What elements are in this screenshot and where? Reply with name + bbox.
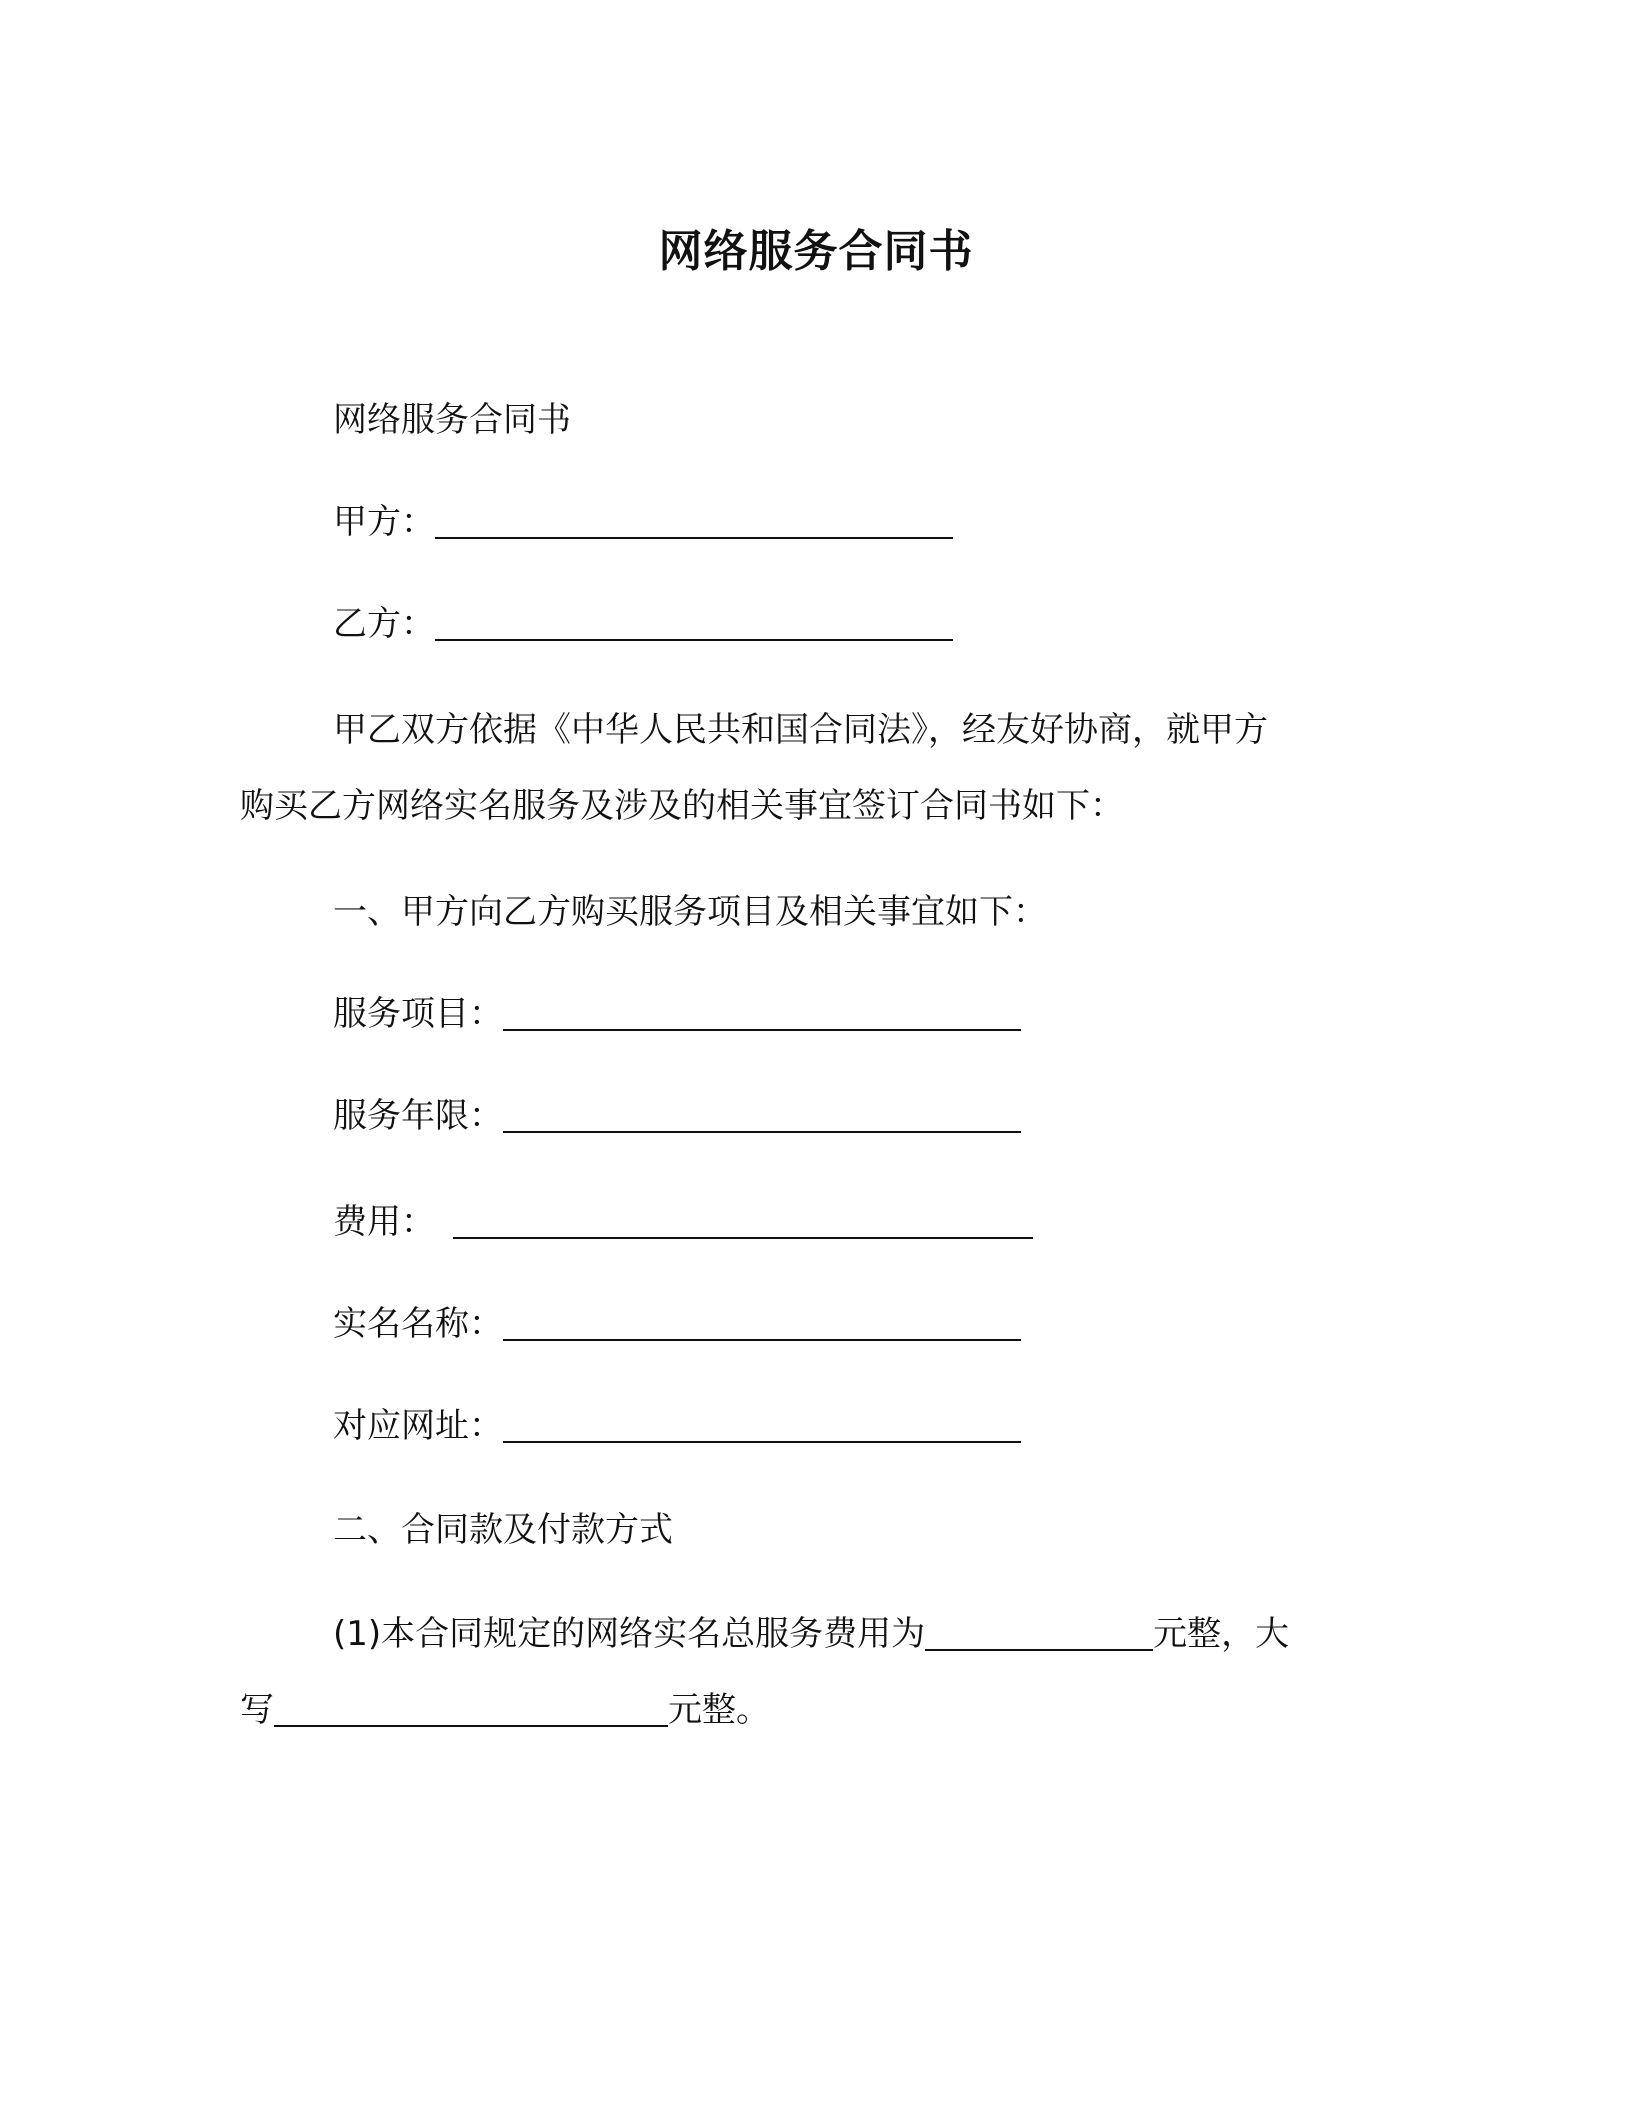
party-a-label: 甲方： <box>333 502 435 542</box>
party-b-label: 乙方： <box>333 604 435 644</box>
section-2-heading: 二、合同款及付款方式 <box>333 1510 673 1550</box>
clause-1-text-d: 元整。 <box>668 1690 770 1730</box>
service-item-label: 服务项目： <box>333 994 503 1034</box>
fee-blank <box>453 1207 1033 1239</box>
party-b-row <box>333 602 953 646</box>
real-name-blank <box>503 1309 1021 1341</box>
url-blank <box>503 1411 1021 1443</box>
service-years-row <box>333 1094 1021 1138</box>
clause-1-text-c: 写 <box>240 1690 274 1730</box>
service-years-blank <box>503 1101 1021 1133</box>
party-a-row <box>333 500 953 544</box>
document-title: 网络服务合同书 <box>658 226 974 277</box>
service-item-blank <box>503 999 1021 1031</box>
amount-in-words-blank <box>274 1695 668 1727</box>
fee-row <box>333 1200 1033 1244</box>
party-b-blank <box>435 609 953 641</box>
clause-1-text-b: 元整，大 <box>1153 1614 1290 1654</box>
url-label: 对应网址： <box>333 1406 503 1446</box>
service-item-row <box>333 992 1021 1036</box>
clause-1-line-2 <box>240 1688 770 1732</box>
section-1-heading: 一、甲方向乙方购买服务项目及相关事宜如下： <box>333 892 1047 932</box>
party-a-blank <box>435 507 953 539</box>
clause-1-line-1 <box>333 1612 1289 1656</box>
service-years-label: 服务年限： <box>333 1096 503 1136</box>
intro-paragraph-line-2: 购买乙方网络实名服务及涉及的相关事宜签订合同书如下： <box>240 786 1124 826</box>
document-subtitle: 网络服务合同书 <box>333 400 571 440</box>
clause-1-text-a: (1)本合同规定的网络实名总服务费用为 <box>333 1614 926 1654</box>
total-fee-blank <box>925 1619 1153 1651</box>
fee-label: 费用： <box>333 1202 435 1242</box>
intro-paragraph-line-1: 甲乙双方依据《中华人民共和国合同法》，经友好协商，就甲方 <box>333 710 1268 750</box>
url-row <box>333 1404 1021 1448</box>
real-name-label: 实名名称： <box>333 1304 503 1344</box>
real-name-row <box>333 1302 1021 1346</box>
